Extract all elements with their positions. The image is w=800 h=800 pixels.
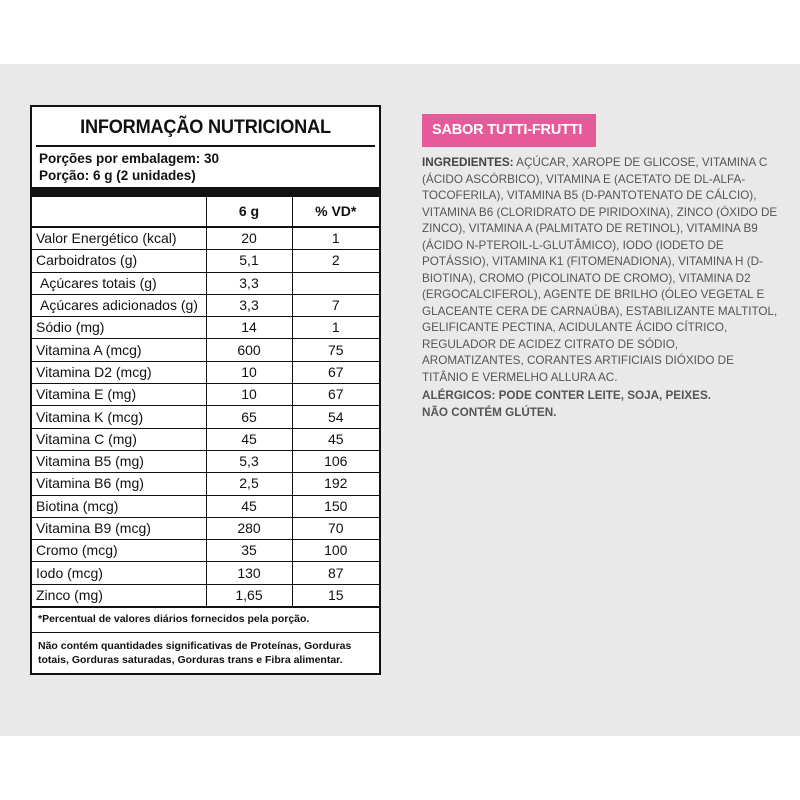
- allergens-line: ALÉRGICOS: PODE CONTER LEITE, SOJA, PEIXES.: [422, 389, 711, 402]
- table-row: [32, 406, 379, 428]
- table-row: [32, 428, 379, 450]
- table-header-row: [32, 197, 379, 227]
- nutrient-amount: 35: [206, 540, 292, 562]
- nutrition-facts-label: [30, 105, 381, 675]
- product-panel: [0, 64, 800, 736]
- nutrient-name: Iodo (mcg): [32, 562, 206, 584]
- nutrient-vd: 87: [292, 562, 379, 584]
- nutrient-name: Vitamina C (mg): [32, 428, 206, 450]
- not-significant-note: Não contém quantidades significativas de Proteínas, Gorduras totais, Gorduras saturadas, Gorduras trans e Fibra alimentar.: [38, 640, 352, 667]
- nutrient-vd: 15: [292, 584, 379, 606]
- nutrient-vd: 1: [292, 227, 379, 250]
- nutrient-vd: [292, 272, 379, 294]
- nutrient-name: Vitamina B6 (mg): [32, 473, 206, 495]
- nutrient-vd: 75: [292, 339, 379, 361]
- nutrient-amount: 1,65: [206, 584, 292, 606]
- nutrient-amount: 14: [206, 317, 292, 339]
- nutrient-name: Biotina (mcg): [32, 495, 206, 517]
- nutrient-name: Açúcares adicionados (g): [32, 294, 206, 316]
- table-row: [32, 250, 379, 272]
- table-row: [32, 517, 379, 539]
- table-row: [32, 584, 379, 606]
- nutrient-amount: 10: [206, 361, 292, 383]
- nutrient-name: Vitamina K (mcg): [32, 406, 206, 428]
- nutrient-name: Vitamina A (mcg): [32, 339, 206, 361]
- header-amount: 6 g: [206, 197, 292, 227]
- nutrient-vd: 192: [292, 473, 379, 495]
- allergens-text: [422, 388, 778, 421]
- label-title: INFORMAÇÃO NUTRICIONAL: [80, 116, 331, 138]
- nutrient-vd: 67: [292, 384, 379, 406]
- nutrition-rows: [32, 227, 379, 606]
- table-row: [32, 317, 379, 339]
- nutrient-vd: 1: [292, 317, 379, 339]
- nutrient-vd: 106: [292, 450, 379, 472]
- nutrient-amount: 3,3: [206, 272, 292, 294]
- nutrient-name: Carboidratos (g): [32, 250, 206, 272]
- nutrient-amount: 130: [206, 562, 292, 584]
- ingredients-text: [422, 155, 778, 386]
- ingredients-list: AÇÚCAR, XAROPE DE GLICOSE, VITAMINA C (ÁCIDO ASCÓRBICO), VITAMINA E (ACETATO DE DL-ALFA-TOCOFERILA), VITAMINA B5 (D-PANTOTENATO DE CÁLCIO), VITAMINA B6 (CLORIDRATO DE PIRIDOXINA), ZINCO (ÓXIDO DE ZINCO), VITAMINA A (PALMITATO DE RETINOL), VITAMINA B9 (ÁCIDO N-PTEROIL-L-GLUTÂMICO), IODO (IODETO DE POTÁSSIO), VITAMINA K1 (FITOMENADIONA), VITAMINA H (D-BIOTINA), CROMO (PICOLINATO DE CROMO), VITAMINA D2 (ERGOCALCIFEROL), AGENTE DE BRILHO (ÓLEO VEGETAL E GLACEANTE CERA DE CARNAÚBA), ESTABILIZANTE MALTITOL, GELIFICANTE PECTINA, ACIDULANTE ÁCIDO CÍTRICO, REGULADOR DE ACIDEZ CITRATO DE SÓDIO, AROMATIZANTES, CORANTES ARTIFICIAIS DIÓXIDO DE TITÂNIO E VERMELHO ALLURA AC.: [422, 156, 778, 384]
- table-row: [32, 473, 379, 495]
- nutrient-amount: 5,3: [206, 450, 292, 472]
- nutrient-amount: 45: [206, 428, 292, 450]
- nutrient-amount: 280: [206, 517, 292, 539]
- nutrient-amount: 2,5: [206, 473, 292, 495]
- nutrient-amount: 600: [206, 339, 292, 361]
- nutrient-vd: 150: [292, 495, 379, 517]
- nutrient-vd: 100: [292, 540, 379, 562]
- table-row: [32, 272, 379, 294]
- nutrient-amount: 3,3: [206, 294, 292, 316]
- nutrient-amount: 20: [206, 227, 292, 250]
- table-row: [32, 384, 379, 406]
- nutrient-vd: 67: [292, 361, 379, 383]
- table-row: [32, 294, 379, 316]
- header-blank: [32, 197, 206, 227]
- nutrient-name: Vitamina D2 (mcg): [32, 361, 206, 383]
- table-row: [32, 339, 379, 361]
- gluten-line: NÃO CONTÉM GLÚTEN.: [422, 405, 557, 419]
- table-row: [32, 450, 379, 472]
- ingredients-heading: INGREDIENTES:: [422, 156, 514, 169]
- nutrient-vd: 54: [292, 406, 379, 428]
- nutrient-vd: 70: [292, 517, 379, 539]
- table-row: [32, 227, 379, 250]
- nutrient-name: Zinco (mg): [32, 584, 206, 606]
- serving-size: Porção: 6 g (2 unidades): [39, 168, 196, 183]
- nutrient-name: Vitamina E (mg): [32, 384, 206, 406]
- nutrient-amount: 45: [206, 495, 292, 517]
- nutrient-name: Vitamina B5 (mg): [32, 450, 206, 472]
- nutrient-amount: 65: [206, 406, 292, 428]
- servings-per-package: Porções por embalagem: 30: [39, 151, 220, 166]
- footnote: *Percentual de valores diários fornecidos pela porção.: [38, 613, 310, 626]
- nutrient-amount: 10: [206, 384, 292, 406]
- nutrient-amount: 5,1: [206, 250, 292, 272]
- flavor-badge: SABOR TUTTI-FRUTTI: [422, 114, 596, 147]
- nutrition-table: [32, 197, 379, 606]
- table-row: [32, 540, 379, 562]
- nutrient-name: Sódio (mg): [32, 317, 206, 339]
- table-row: [32, 562, 379, 584]
- serving-info: [32, 147, 379, 184]
- nutrient-vd: 45: [292, 428, 379, 450]
- nutrient-name: Cromo (mcg): [32, 540, 206, 562]
- thick-divider: [32, 187, 379, 197]
- nutrient-name: Valor Energético (kcal): [32, 227, 206, 250]
- header-vd: % VD*: [292, 197, 379, 227]
- nutrient-name: Açúcares totais (g): [32, 272, 206, 294]
- table-row: [32, 361, 379, 383]
- nutrient-vd: 7: [292, 294, 379, 316]
- table-row: [32, 495, 379, 517]
- nutrient-vd: 2: [292, 250, 379, 272]
- nutrient-name: Vitamina B9 (mcg): [32, 517, 206, 539]
